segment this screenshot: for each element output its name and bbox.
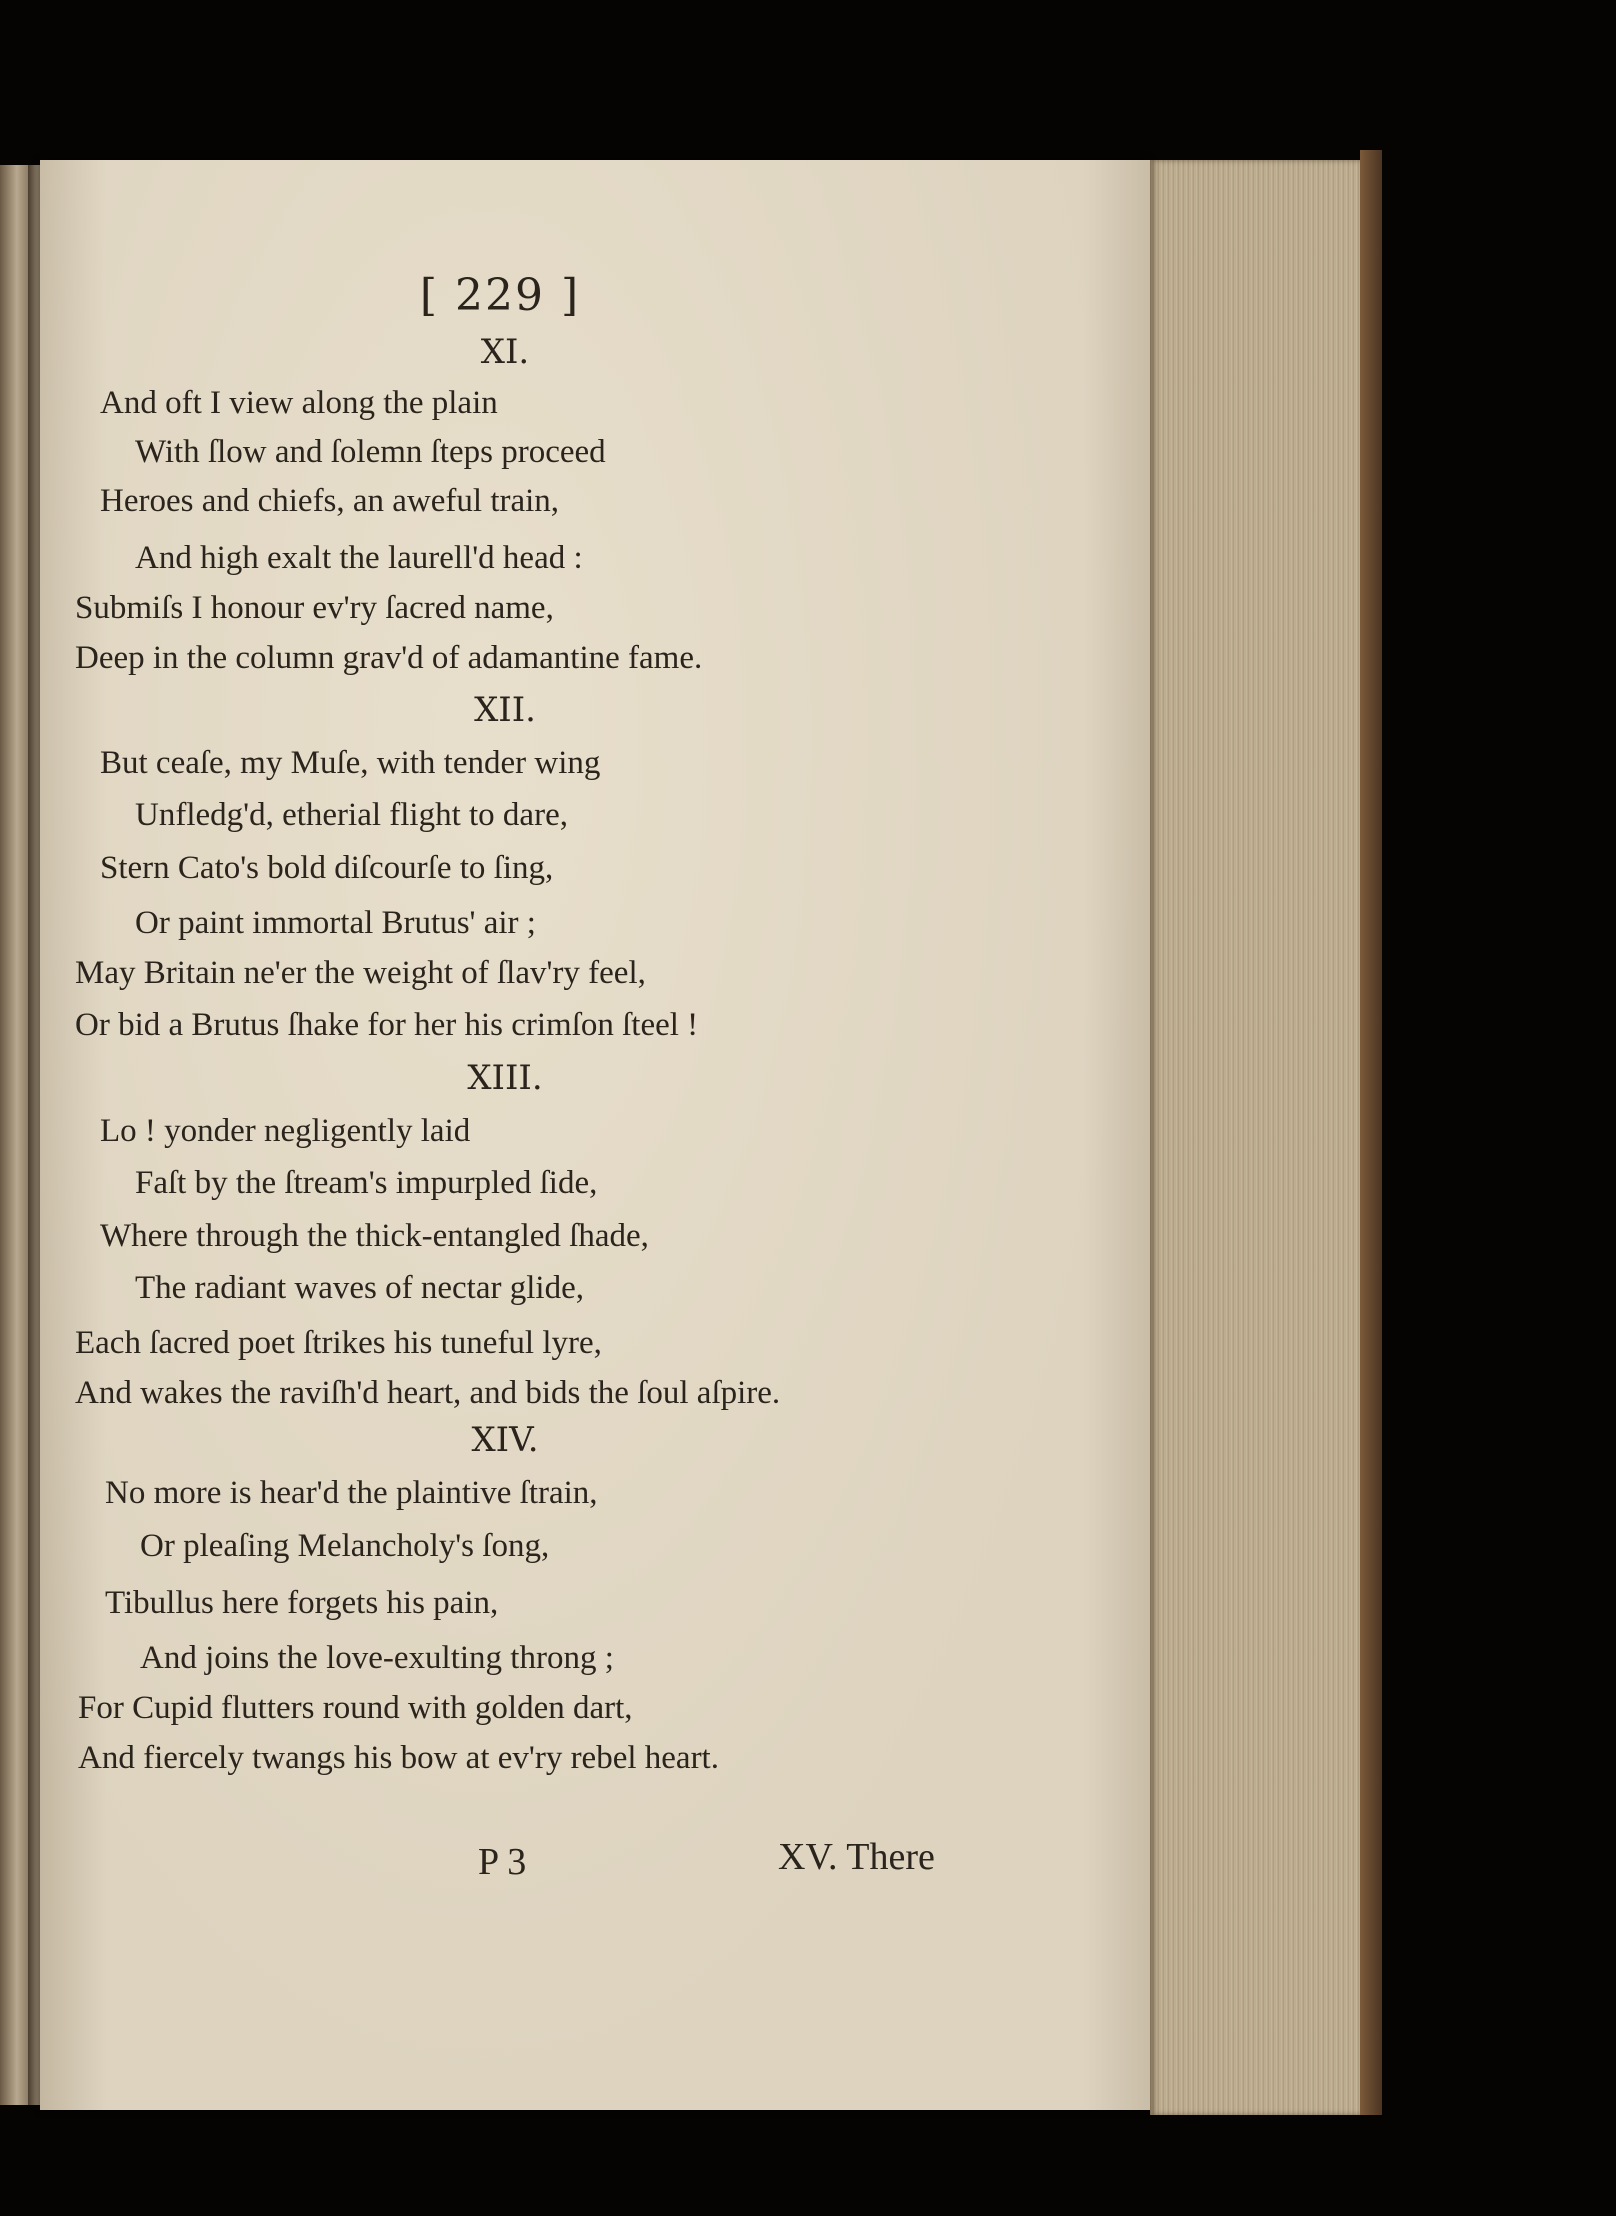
verse-line: Deep in the column grav'd of adamantine fame. xyxy=(75,640,703,676)
page-block-edge xyxy=(1150,160,1360,2115)
catchword: XV. There xyxy=(778,1836,935,1878)
verse-line: Submiſs I honour ev'ry ſacred name, xyxy=(75,590,554,626)
verse-line: But ceaſe, my Muſe, with tender wing xyxy=(100,745,601,781)
verse-line: And high exalt the laurell'd head : xyxy=(135,540,583,576)
verse-line: And joins the love-exulting throng ; xyxy=(140,1640,614,1676)
verse-line: And oft I view along the plain xyxy=(100,385,498,421)
verse-line: Each ſacred poet ſtrikes his tuneful lyre, xyxy=(75,1325,602,1361)
book-gutter xyxy=(28,165,40,2105)
signature-mark: P 3 xyxy=(478,1841,527,1883)
verse-line: Lo ! yonder negligently laid xyxy=(100,1113,471,1149)
verse-line: Faſt by the ſtream's impurpled ſide, xyxy=(135,1165,598,1201)
verse-line: Or paint immortal Brutus' air ; xyxy=(135,905,536,941)
cover-edge xyxy=(1360,150,1382,2115)
verse-line: Or bid a Brutus ſhake for her his crimſon ſteel ! xyxy=(75,1007,699,1043)
page-number-header: [ 229 ] xyxy=(419,270,581,321)
verse-line: With ſlow and ſolemn ſteps proceed xyxy=(135,434,606,470)
stanza-number: XII. xyxy=(474,690,536,730)
verse-line: Or pleaſing Melancholy's ſong, xyxy=(140,1528,550,1564)
verse-line: And wakes the raviſh'd heart, and bids the ſoul aſpire. xyxy=(75,1375,781,1411)
verse-line: For Cupid flutters round with golden dart, xyxy=(78,1690,633,1726)
verse-line: Stern Cato's bold diſcourſe to ſing, xyxy=(100,850,554,886)
stanza-number: XIV. xyxy=(471,1420,539,1460)
facing-page-edge xyxy=(0,165,28,2105)
verse-line: Tibullus here forgets his pain, xyxy=(105,1585,499,1621)
stanza-number: XI. xyxy=(480,332,530,372)
verse-line: No more is hear'd the plaintive ſtrain, xyxy=(105,1475,598,1511)
verse-line: Unfledg'd, etherial flight to dare, xyxy=(135,797,568,833)
stanza-number: XIII. xyxy=(467,1058,543,1098)
verse-line: The radiant waves of nectar glide, xyxy=(135,1270,584,1306)
verse-line: Heroes and chiefs, an aweful train, xyxy=(100,483,560,519)
verse-line: Where through the thick-entangled ſhade, xyxy=(100,1218,649,1254)
verse-line: And fiercely twangs his bow at ev'ry rebel heart. xyxy=(78,1740,719,1776)
verse-line: May Britain ne'er the weight of ſlav'ry feel, xyxy=(75,955,646,991)
